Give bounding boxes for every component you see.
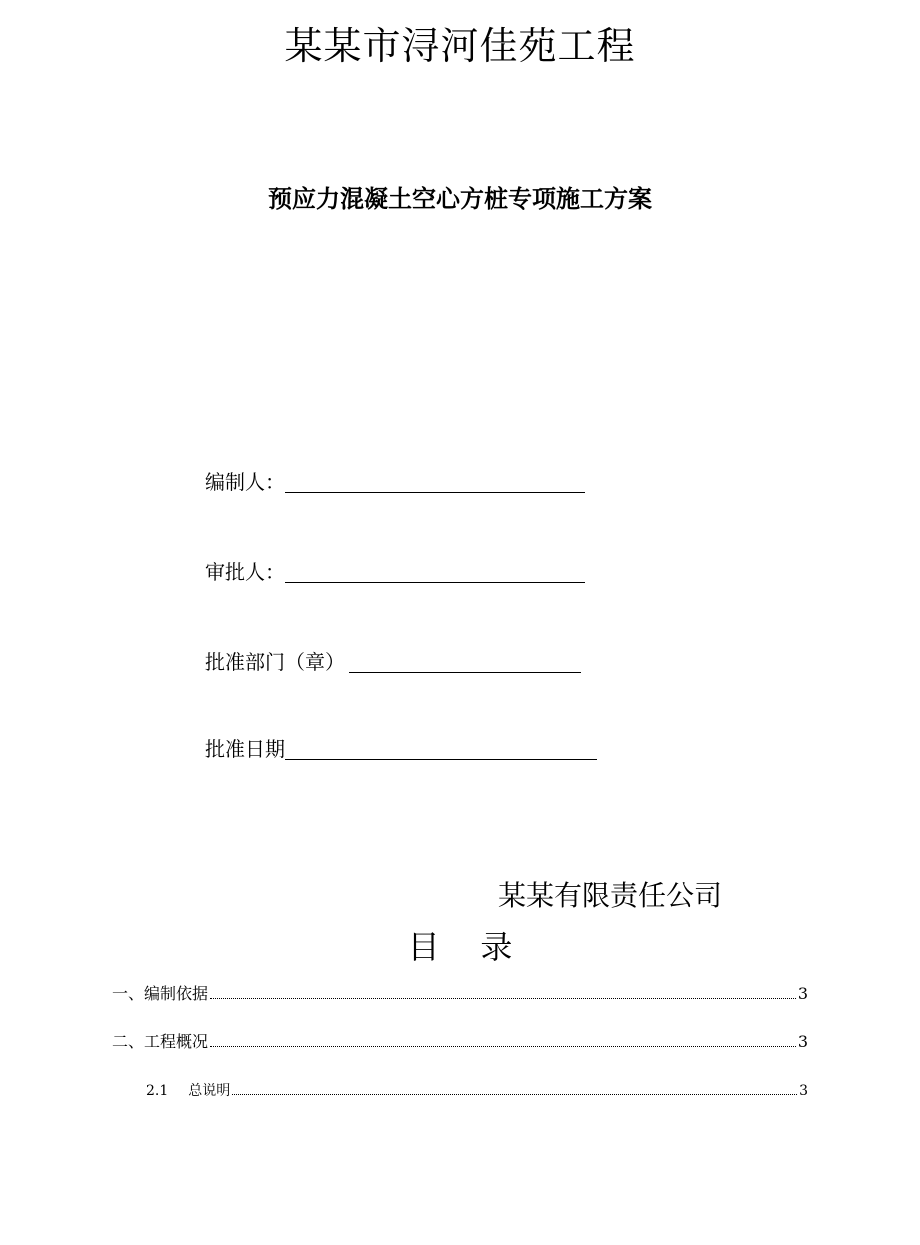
company-name: 某某有限责任公司 bbox=[498, 879, 723, 912]
toc-entry[interactable] bbox=[112, 1031, 808, 1053]
document-subtitle: 预应力混凝土空心方桩专项施工方案 bbox=[268, 185, 652, 213]
department-signature-line bbox=[349, 672, 581, 673]
toc-leader-dots bbox=[232, 1094, 797, 1095]
project-title: 某某市浔河佳苑工程 bbox=[284, 24, 636, 68]
toc-leader-dots bbox=[210, 1046, 796, 1047]
approver-signature-line bbox=[285, 582, 585, 583]
date-signature-line bbox=[285, 759, 597, 760]
toc-leader-dots bbox=[210, 998, 796, 999]
toc-entry-text: 二、工程概况 bbox=[112, 1032, 209, 1051]
toc-page-number: 3 bbox=[797, 1032, 808, 1051]
toc-page-number: 3 bbox=[797, 984, 808, 1003]
signature-row-department bbox=[205, 642, 581, 676]
toc-title: 目 录 bbox=[407, 928, 513, 966]
toc-entry[interactable] bbox=[112, 983, 808, 1005]
approver-label: 审批人： bbox=[205, 560, 285, 584]
toc-page-number: 3 bbox=[799, 1083, 808, 1099]
toc-entry-number: 2.1 bbox=[146, 1083, 169, 1099]
department-label: 批准部门（章） bbox=[205, 650, 345, 674]
signature-row-approver bbox=[205, 552, 585, 586]
toc-entry-text: 一、编制依据 bbox=[112, 984, 209, 1003]
signature-row-compiler bbox=[205, 462, 585, 496]
toc-entry-text: 总说明 bbox=[188, 1083, 231, 1099]
date-label: 批准日期 bbox=[205, 737, 285, 761]
compiler-signature-line bbox=[285, 492, 585, 493]
toc-subentry[interactable] bbox=[146, 1080, 808, 1102]
signature-row-date bbox=[205, 729, 597, 763]
compiler-label: 编制人： bbox=[205, 470, 285, 494]
